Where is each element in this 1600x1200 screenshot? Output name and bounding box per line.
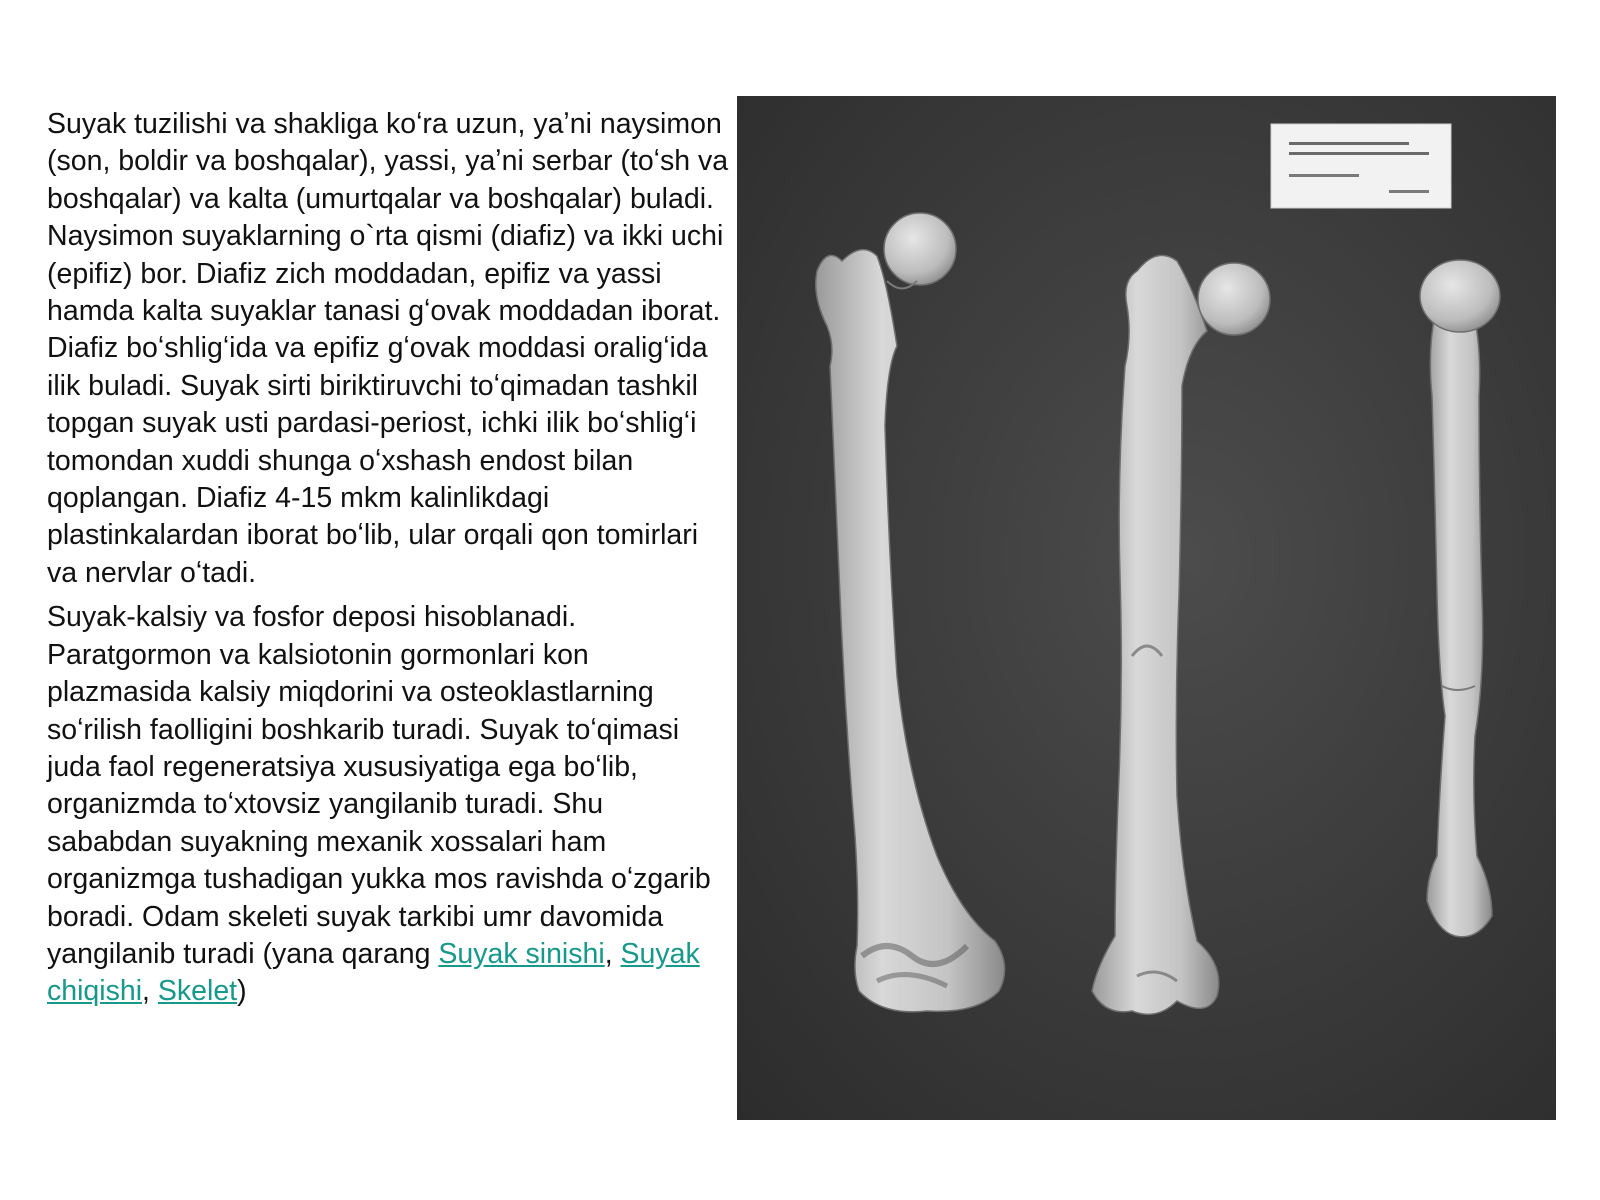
- femur-right: [1420, 260, 1500, 937]
- bones-photo: [737, 96, 1556, 1120]
- paragraph-bone-structure: Suyak tuzilishi va shakliga koʻra uzun, yaʼni naysimon (son, boldir va boshqalar), yassi, yaʼni serbar (toʻsh va boshqalar) va kalta (umurtqalar va boshqalar) buladi. Naysimon suyaklarning o`rta qismi (diafiz) va ikki uchi (epifiz) bor. Diafiz zich moddadan, epifiz va yassi hamda kalta suyaklar tanasi gʻovak moddadan iborat. Diafiz boʻshligʻida va epifiz gʻovak moddasi oraligʻida ilik buladi. Suyak sirti biriktiruvchi toʻqimadan tashkil topgan suyak usti pardasi-periost, ichki ilik boʻshligʻi tomondan xuddi shunga oʻxshash endost bilan qoplangan. Diafiz 4-15 mkm kalinlikdagi plastinkalardan iborat boʻlib, ular orqali qon tomirlari va nervlar oʻtadi.: [47, 108, 729, 589]
- link-suyak-chiqishi[interactable]: Suyak chiqishi: [47, 937, 700, 1008]
- paragraph-bone-function-text: Suyak-kalsiy va fosfor deposi hisoblanadi. Paratgormon va kalsiotonin gormonlari kon plazmasida kalsiy miqdorini va osteoklastlarning soʻrilish faolligini boshkarib turadi. Suyak toʻqimasi juda faol regeneratsiya xususiyatiga ega boʻlib, organizmda toʻxtovsiz yangilanib turadi. Shu sababdan suyakning mexanik xossalari ham organizmga tushadigan yukka mos ravishda oʻzgarib boradi. Odam skeleti suyak tarkibi umr davomida yangilanib turadi (yana qarang: [47, 601, 711, 970]
- link-separator: ,: [142, 975, 158, 1008]
- link-skelet[interactable]: Skelet: [157, 975, 238, 1008]
- femur-bones-illustration: [737, 96, 1556, 1120]
- specimen-label-card: [1271, 124, 1451, 208]
- link-separator: ,: [604, 937, 621, 970]
- closing-paren: ): [237, 975, 247, 1008]
- link-suyak-sinishi[interactable]: Suyak sinishi: [438, 937, 605, 970]
- paragraph-bone-function: [47, 599, 732, 1010]
- text-column: [47, 106, 732, 1018]
- femur-left: [816, 213, 1005, 1012]
- femur-middle: [1092, 255, 1270, 1014]
